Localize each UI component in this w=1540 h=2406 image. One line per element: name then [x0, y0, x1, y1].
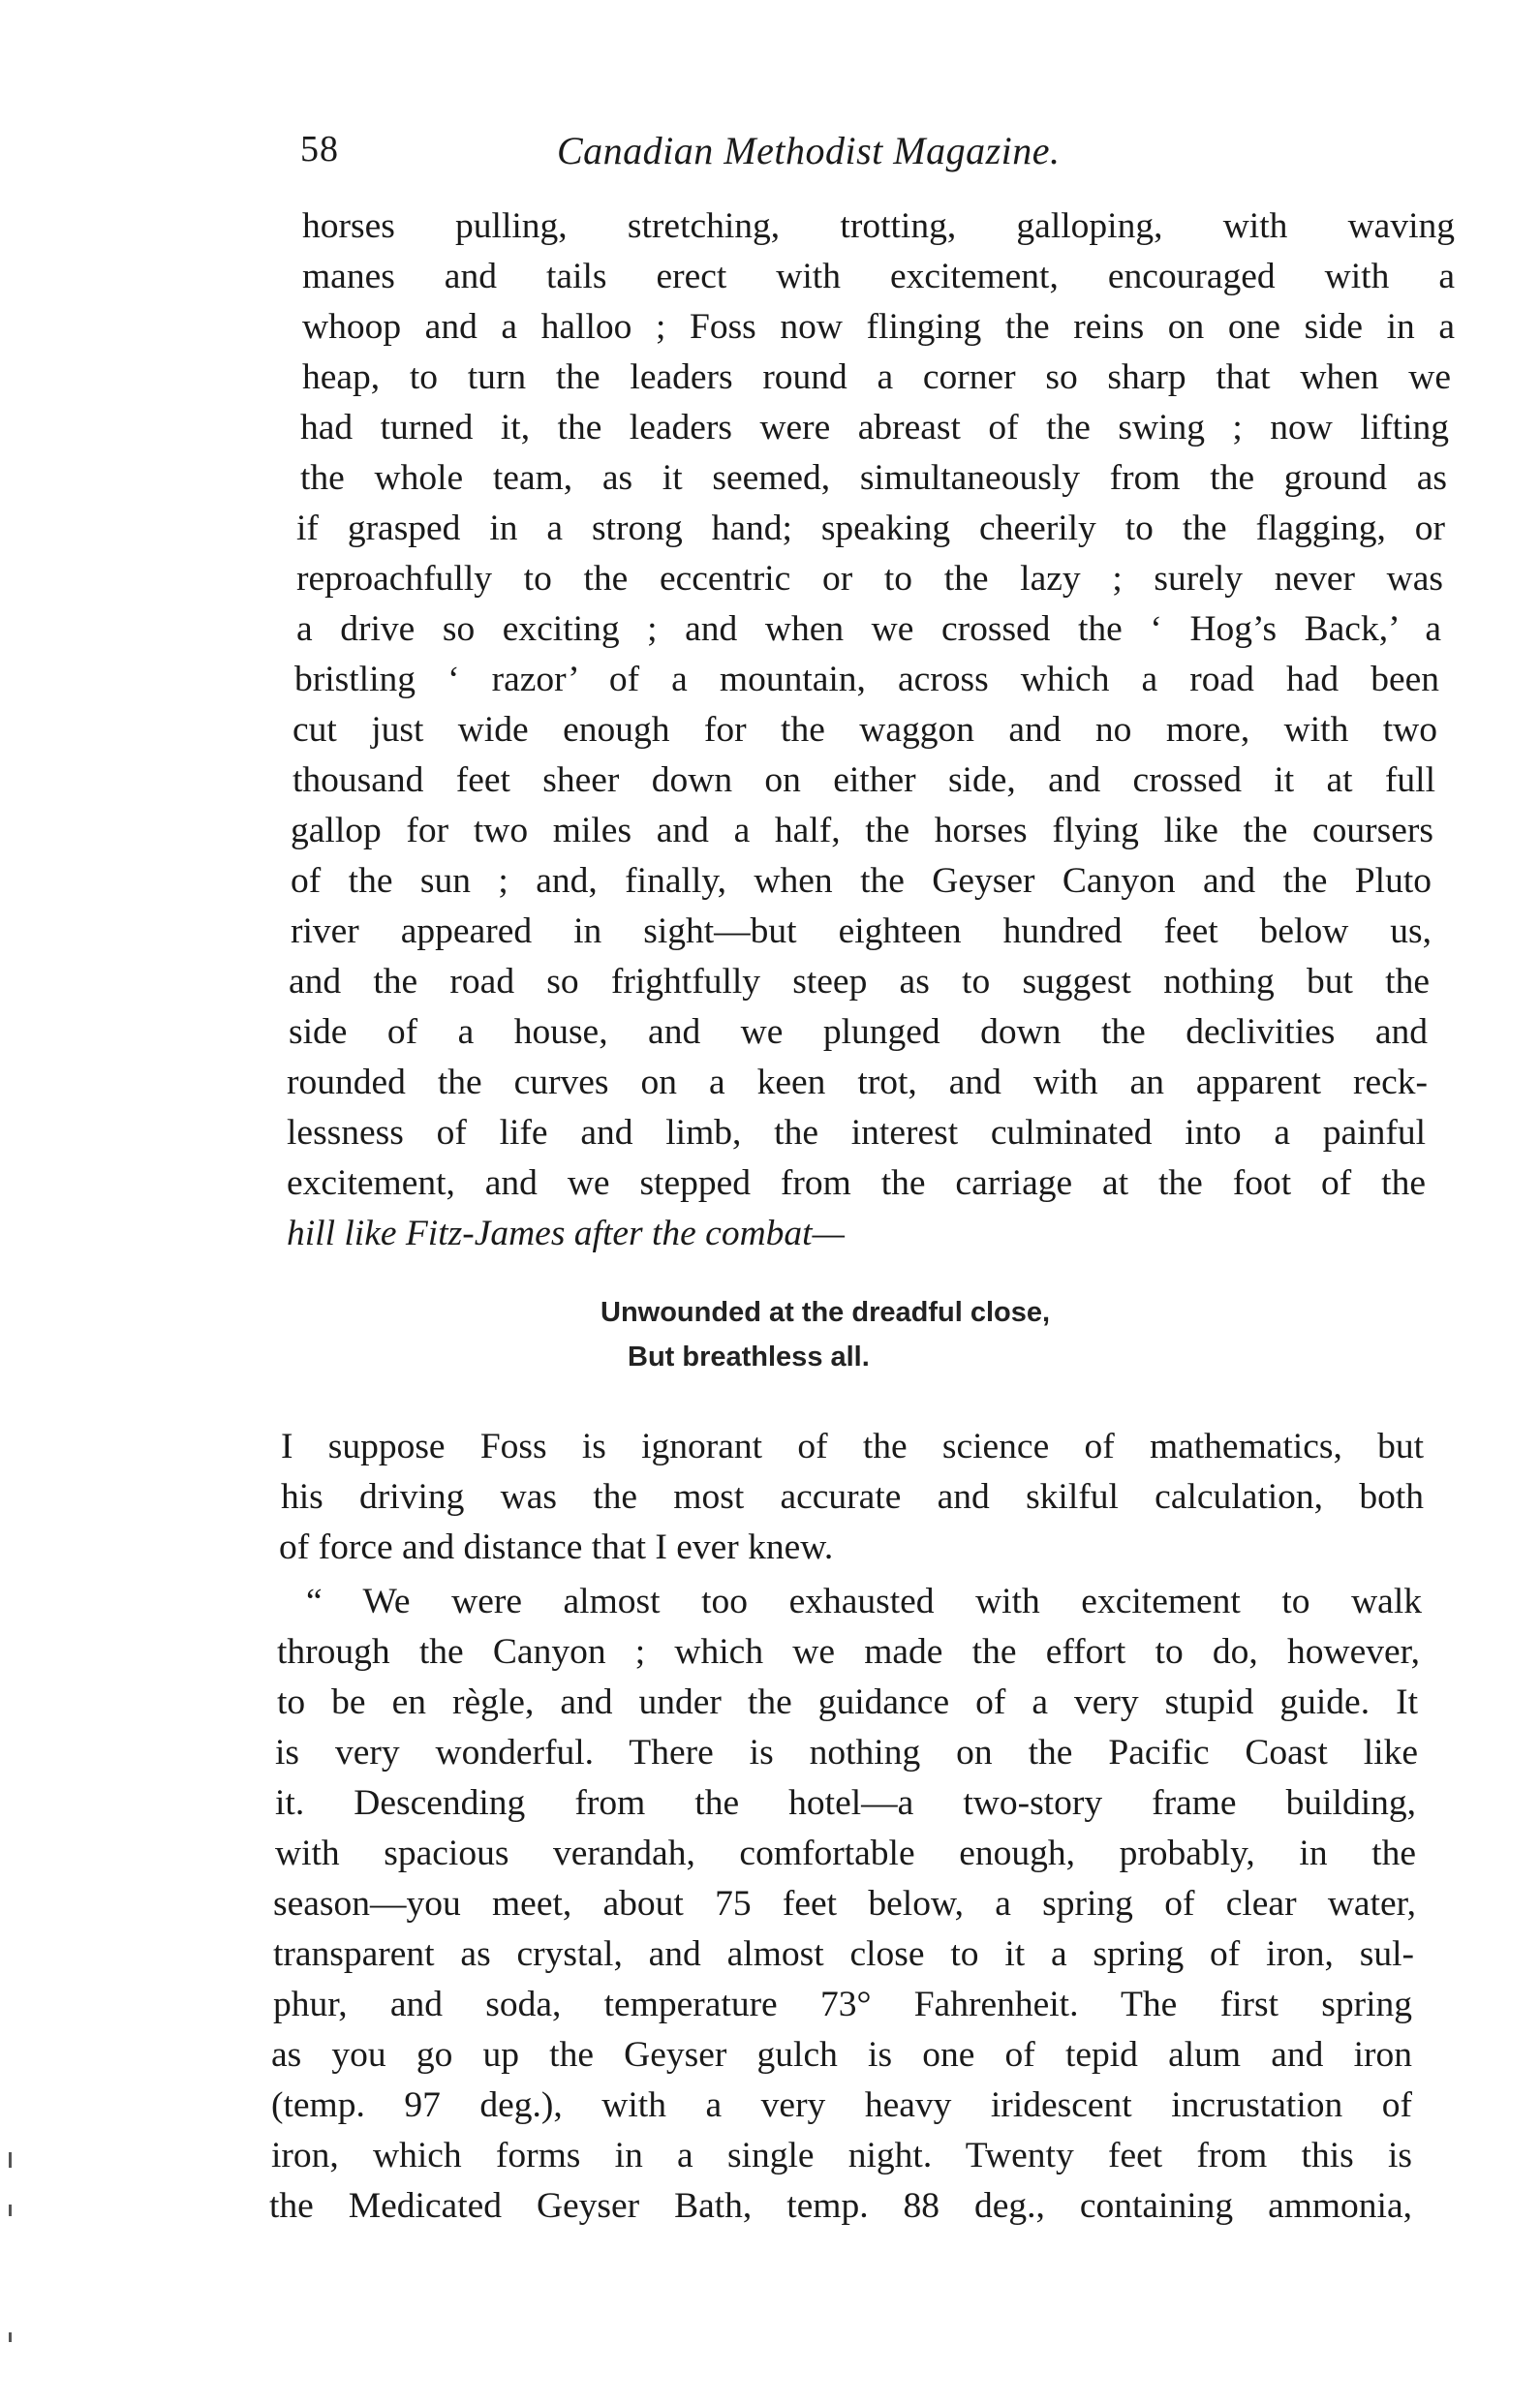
text-line: of the sun ; and, finally, when the Geyser Canyon and the Pluto: [291, 861, 1432, 901]
text-line: heap, to turn the leaders round a corner so sharp that when we: [302, 357, 1451, 397]
text-line: phur, and soda, temperature 73° Fahrenheit. The first spring: [273, 1985, 1412, 2024]
text-line: season—you meet, about 75 feet below, a spring of clear water,: [273, 1884, 1416, 1924]
text-line: horses pulling, stretching, trotting, galloping, with waving: [302, 206, 1455, 246]
text-line: lessness of life and limb, the interest culminated into a painful: [287, 1113, 1426, 1153]
page-number: 58: [300, 129, 339, 170]
text-line: cut just wide enough for the waggon and no more, with two: [293, 710, 1437, 750]
text-line: his driving was the most accurate and skilful calculation, both: [281, 1477, 1424, 1517]
text-line: gallop for two miles and a half, the horses flying like the coursers: [291, 811, 1433, 850]
text-line: thousand feet sheer down on either side, and crossed it at full: [293, 760, 1435, 800]
running-title: Canadian Methodist Magazine.: [557, 129, 1061, 172]
text-line: I suppose Foss is ignorant of the science of mathematics, but: [281, 1427, 1424, 1466]
text-line: through the Canyon ; which we made the effort to do, however,: [277, 1632, 1420, 1672]
text-line: excitement, and we stepped from the carriage at the foot of the: [287, 1163, 1426, 1203]
text-line: of force and distance that I ever knew.: [279, 1527, 834, 1567]
text-line: the Medicated Geyser Bath, temp. 88 deg., containing ammonia,: [269, 2186, 1412, 2226]
scan-mark: [9, 2152, 12, 2168]
text-line: hill like Fitz-James after the combat—: [287, 1214, 845, 1253]
text-line: rounded the curves on a keen trot, and with an apparent reck-: [287, 1063, 1428, 1102]
text-line: manes and tails erect with excitement, encouraged with a: [302, 257, 1455, 296]
text-line: if grasped in a strong hand; speaking cheerily to the flagging, or: [296, 509, 1445, 548]
verse-line: But breathless all.: [628, 1342, 870, 1373]
scan-mark: [9, 2205, 12, 2216]
text-line: (temp. 97 deg.), with a very heavy iridescent incrustation of: [271, 2085, 1412, 2125]
text-line: iron, which forms in a single night. Twenty feet from this is: [271, 2136, 1412, 2175]
text-line: a drive so exciting ; and when we crossed the ‘ Hog’s Back,’ a: [296, 609, 1441, 649]
text-line: is very wonderful. There is nothing on the Pacific Coast like: [275, 1733, 1418, 1773]
scan-mark: [9, 2332, 12, 2342]
text-line: the whole team, as it seemed, simultaneously from the ground as: [300, 458, 1447, 498]
text-line: reproachfully to the eccentric or to the lazy ; surely never was: [296, 559, 1443, 599]
text-line: bristling ‘ razor’ of a mountain, across which a road had been: [294, 660, 1439, 699]
text-line: and the road so frightfully steep as to suggest nothing but the: [289, 962, 1430, 1002]
verse-line: Unwounded at the dreadful close,: [601, 1297, 1051, 1328]
text-line: transparent as crystal, and almost close to it a spring of iron, sul-: [273, 1934, 1414, 1974]
page-header: [300, 128, 1269, 186]
text-line: it. Descending from the hotel—a two-story frame building,: [275, 1783, 1416, 1823]
text-line: had turned it, the leaders were abreast of the swing ; now lifting: [300, 408, 1449, 447]
text-line: whoop and a halloo ; Foss now flinging the reins on one side in a: [302, 307, 1455, 347]
text-line: with spacious verandah, comfortable enough, probably, in the: [275, 1834, 1416, 1873]
text-line: to be en règle, and under the guidance of a very stupid guide. It: [277, 1682, 1418, 1722]
text-line: side of a house, and we plunged down the declivities and: [289, 1012, 1428, 1052]
text-line: as you go up the Geyser gulch is one of tepid alum and iron: [271, 2035, 1412, 2075]
text-line: river appeared in sight—but eighteen hundred feet below us,: [291, 911, 1432, 951]
text-line: “ We were almost too exhausted with excitement to walk: [306, 1582, 1422, 1621]
